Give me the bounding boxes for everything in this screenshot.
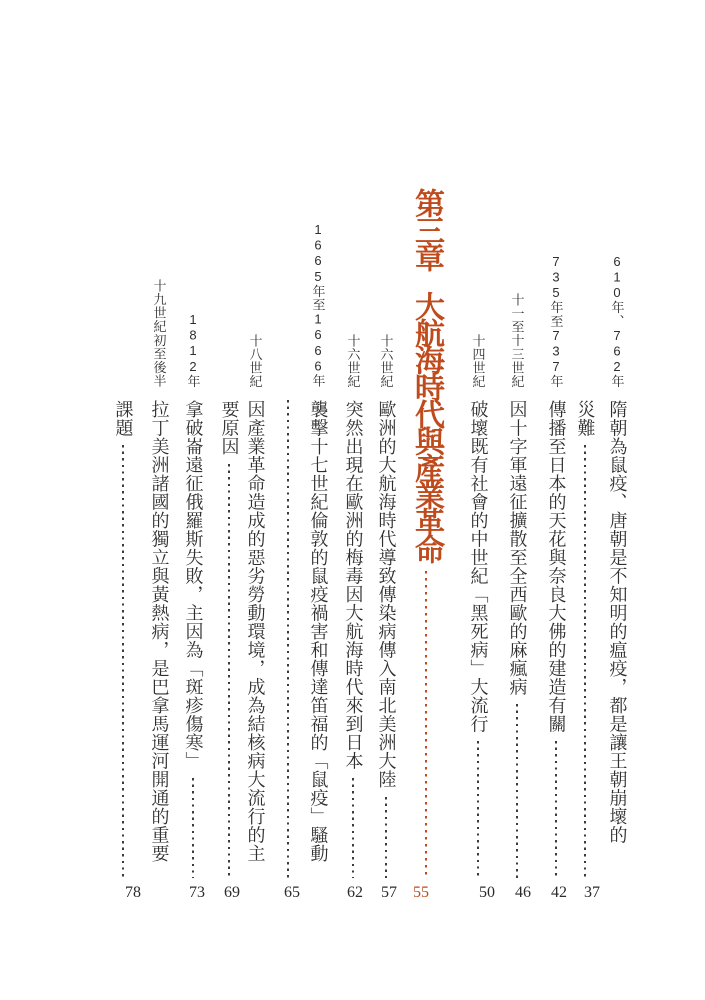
entry-text: [468, 400, 489, 878]
chapter-heading: [406, 188, 446, 878]
entry-era: 735年至737年: [548, 253, 564, 388]
entry-page-number: 62: [347, 884, 363, 901]
dotted-leader: [385, 797, 387, 879]
entry-page-number: 69: [224, 884, 240, 901]
entry-text-line: 因十字軍遠征擴散至全西歐的麻瘋病: [507, 400, 528, 696]
entry-text-wrap: [113, 400, 134, 878]
entry-text: [308, 400, 329, 863]
entry-text-line: 隋朝為鼠疫、唐朝是不知明的瘟疫，都是讓王朝崩壞的: [607, 400, 628, 844]
entry-era: 十六世紀: [345, 333, 361, 388]
entry-page-number: 57: [381, 884, 397, 901]
entry-text-line: 拿破崙遠征俄羅斯失敗，主因為「斑疹傷寒」: [183, 400, 204, 770]
chapter-title: 大航海時代與產業革命: [410, 291, 443, 561]
entry-text: [546, 400, 567, 878]
entry-text: [245, 400, 266, 863]
entry-era: 十八世紀: [247, 333, 263, 388]
entry-text-line: 災難: [575, 400, 596, 437]
entry-text-line: 突然出現在歐洲的梅毒因大航海時代來到日本: [343, 400, 364, 770]
dotted-leader: [516, 704, 518, 878]
entry-text: [376, 400, 397, 878]
entry-era: 十九世紀初至後半: [151, 279, 167, 388]
entry-page-number: 37: [584, 884, 600, 901]
entry-era: 十六世紀: [378, 333, 394, 388]
entry-page-number: 50: [479, 884, 495, 901]
entry-text-line: 襲擊十七世紀倫敦的鼠疫禍害和傳達笛福的「鼠疫」騷動: [308, 400, 329, 863]
entry-era: 十一至十三世紀: [509, 292, 525, 388]
chapter-page-number: 55: [413, 884, 429, 901]
entry-text: [149, 400, 170, 863]
entry-text-line: 歐洲的大航海時代導致傳染病傳入南北美洲大陸: [376, 400, 397, 789]
entry-text-line: 拉丁美洲諸國的獨立與黃熱病，是巴拿馬運河開通的重要: [149, 400, 170, 863]
entry-page-number: 73: [189, 884, 205, 901]
entry-text: [507, 400, 528, 878]
entry-text-line: 傳播至日本的天花與奈良大佛的建造有關: [546, 400, 567, 733]
entry-page-number: 42: [551, 884, 567, 901]
dotted-leader: [425, 571, 428, 878]
dotted-leader: [352, 778, 354, 878]
entry-text-line: 課題: [113, 400, 134, 437]
entry-era: 1665年至1666年: [310, 222, 326, 388]
dotted-leader: [584, 445, 586, 878]
entry-text-line: 要原因: [219, 400, 240, 456]
entry-page-number: 78: [125, 884, 141, 901]
dotted-leader: [287, 400, 289, 878]
dotted-leader: [228, 464, 230, 879]
entry-text-wrap: [575, 400, 596, 878]
dotted-leader: [477, 741, 479, 878]
dotted-leader: [555, 741, 557, 878]
entry-era: 1812年: [185, 312, 201, 388]
entry-era: 610年、762年: [609, 253, 625, 388]
dotted-leader: [192, 778, 194, 878]
entry-text: [343, 400, 364, 878]
entry-era: 十四世紀: [470, 333, 486, 388]
entry-text-line: 破壞既有社會的中世紀「黑死病」大流行: [468, 400, 489, 733]
entry-text-line: 因產業革命造成的惡劣勞動環境，成為結核病大流行的主: [245, 400, 266, 863]
dotted-leader: [122, 445, 124, 878]
entry-text: [607, 400, 628, 844]
entry-text-wrap: [278, 400, 299, 878]
entry-page-number: 65: [284, 884, 300, 901]
chapter-number: 第三章: [410, 188, 443, 269]
entry-page-number: 46: [515, 884, 531, 901]
entry-text: [183, 400, 204, 878]
entry-text-wrap: [219, 400, 240, 878]
